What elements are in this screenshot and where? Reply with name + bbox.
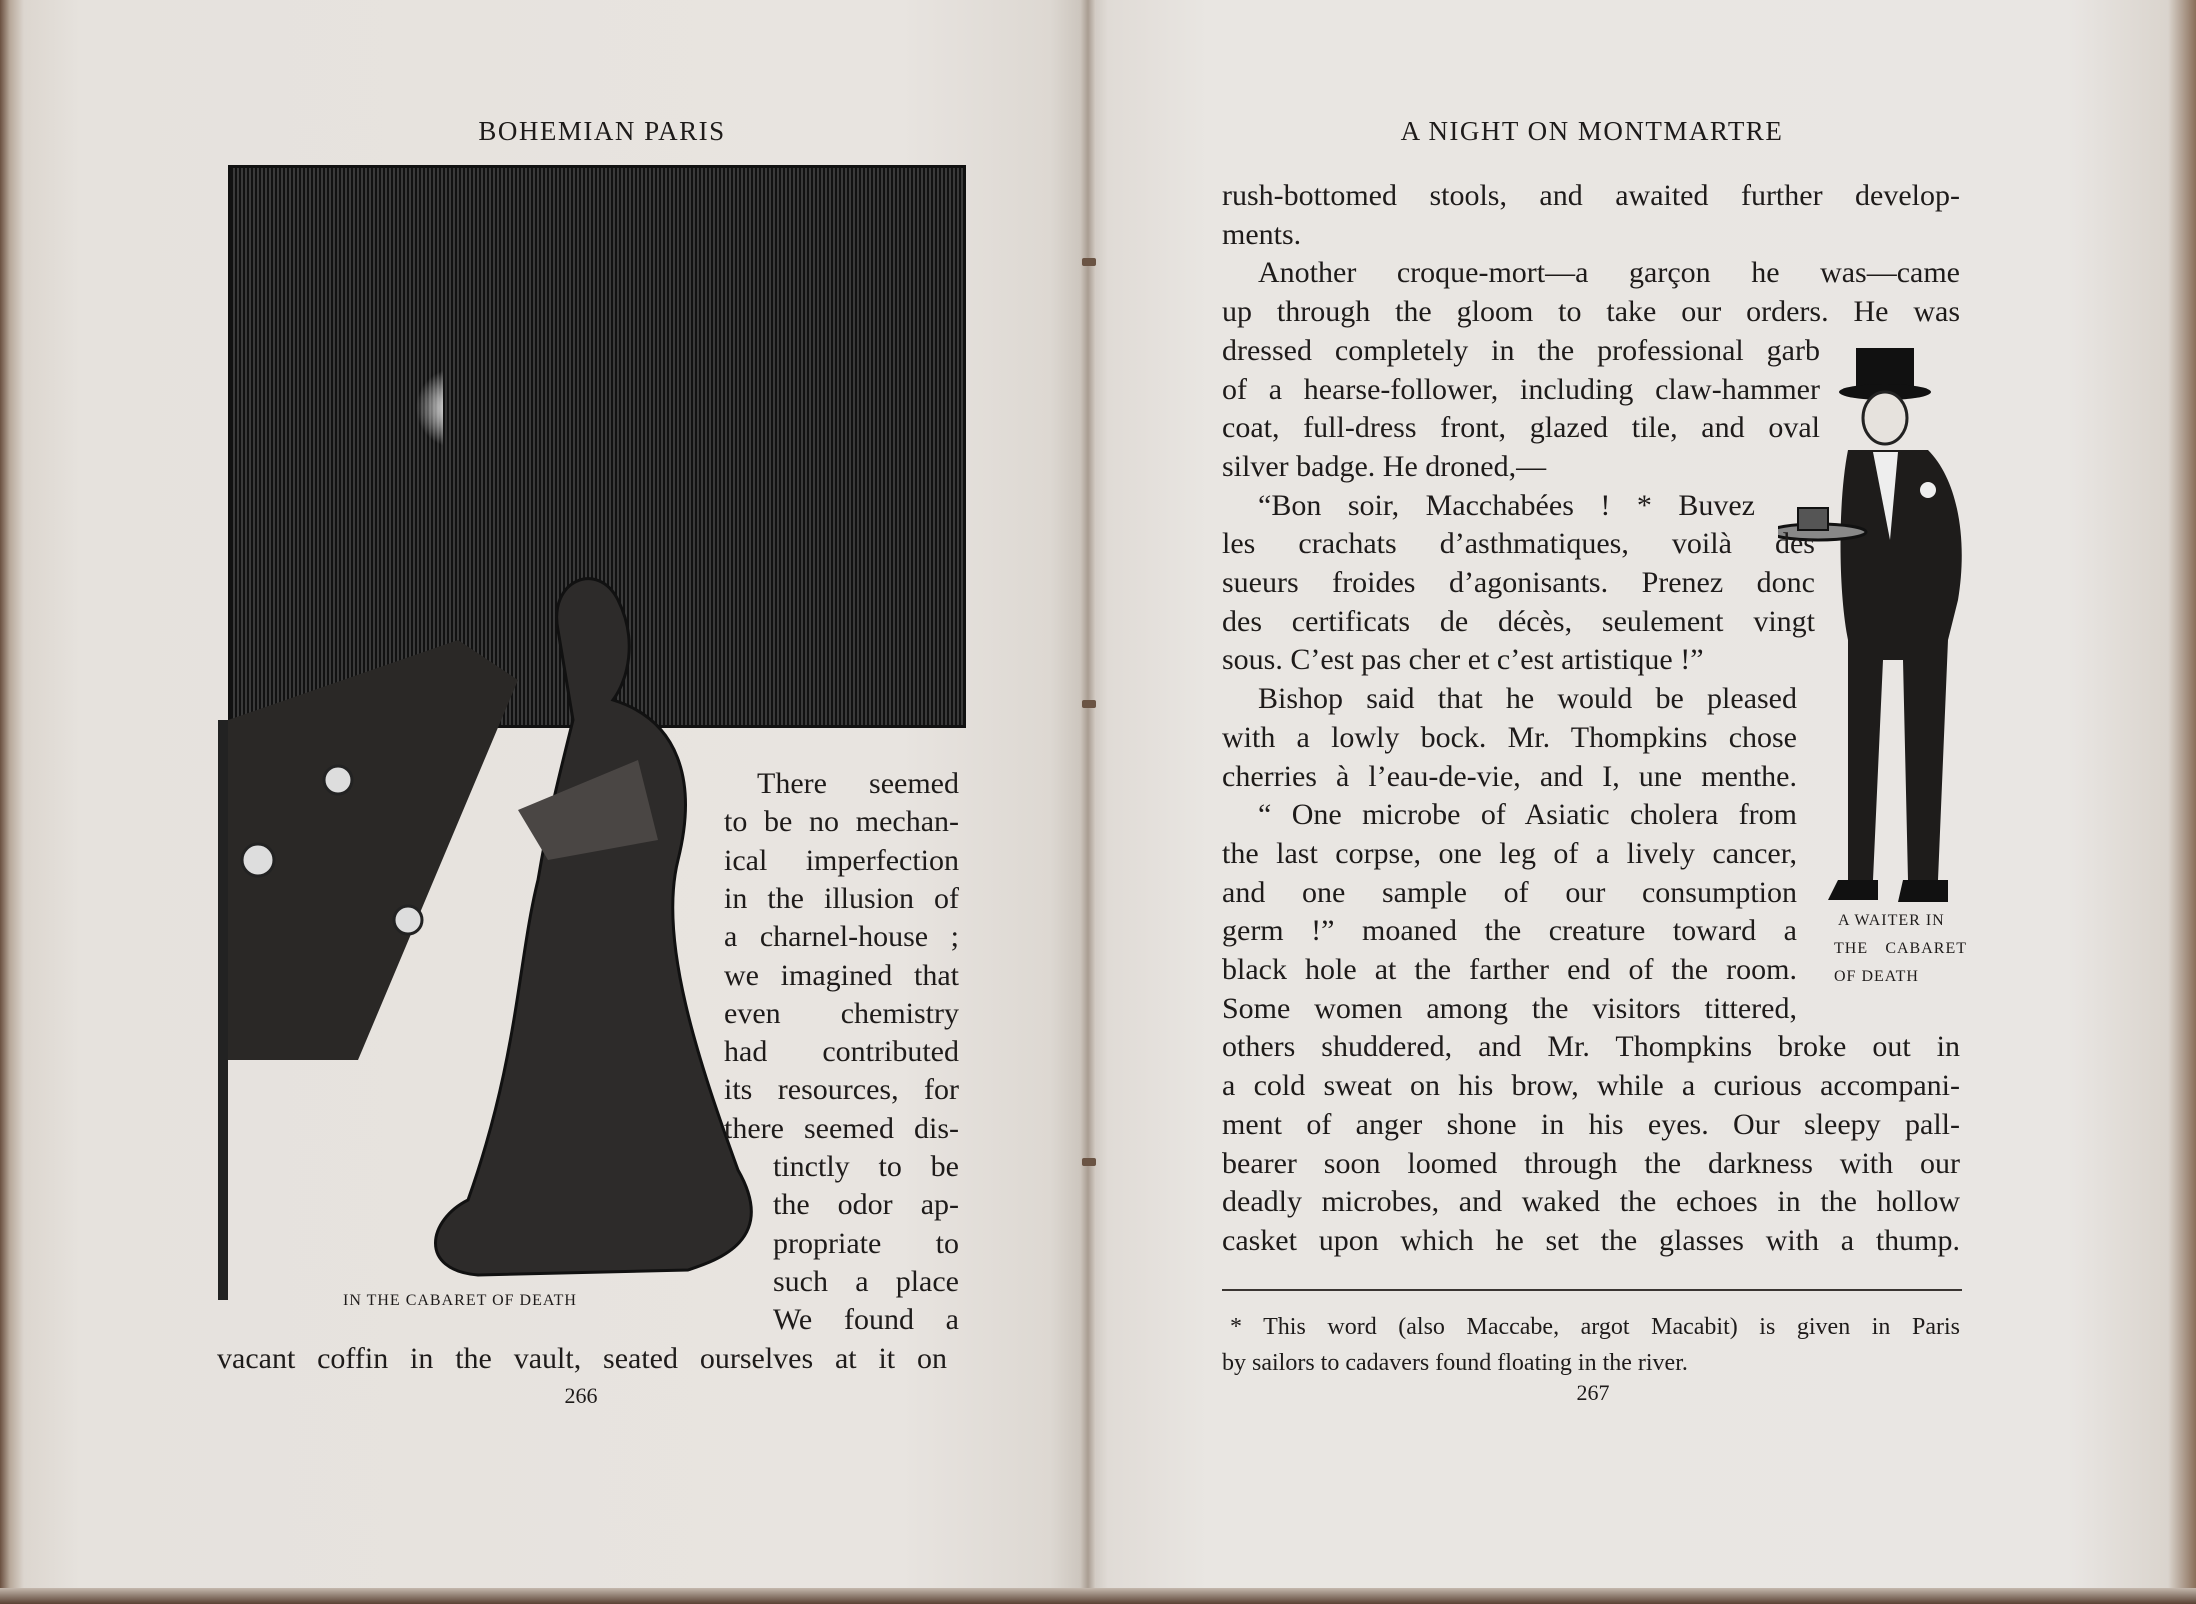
- illustration-caption: IN THE CABARET OF DEATH: [343, 1292, 577, 1309]
- text-line: ments.: [1222, 217, 1302, 251]
- text-line: germ !” moaned the creature toward a: [1222, 914, 1797, 948]
- text-line: ment of anger shone in his eyes. Our sleepy pall-: [1222, 1107, 1960, 1141]
- footnote-line: * This word (also Maccabe, argot Macabit) is given in Paris: [1230, 1314, 1960, 1340]
- text-line: coat, full-dress front, glazed tile, and oval: [1222, 411, 1820, 445]
- text-line: tinctly to be: [773, 1150, 959, 1183]
- text-line: of a hearse-follower, including claw-hammer: [1222, 372, 1820, 406]
- text-line: bearer soon loomed through the darkness with our: [1222, 1146, 1960, 1180]
- text-line: black hole at the farther end of the room.: [1222, 953, 1797, 986]
- text-line: others shuddered, and Mr. Thompkins broke out in: [1222, 1030, 1960, 1064]
- right-page: [1088, 0, 2196, 1604]
- text-line: such a place: [773, 1264, 959, 1298]
- page-number: 267: [1576, 1380, 1610, 1405]
- text-line: and one sample of our consumption: [1222, 875, 1797, 909]
- waiter-caption-line: A WAITER IN: [1838, 912, 1945, 929]
- text-line: Another croque-mort—a garçon he was—came: [1258, 256, 1960, 290]
- text-line: in the illusion of: [724, 881, 959, 915]
- text-line: there seemed dis-: [724, 1111, 959, 1145]
- text-line: deadly microbes, and waked the echoes in the hollow: [1222, 1185, 1960, 1219]
- binding-stitch: [1082, 700, 1096, 708]
- page-number: 266: [564, 1383, 598, 1408]
- waiter-caption-line: OF DEATH: [1834, 968, 1919, 985]
- text-line: we imagined that: [724, 958, 959, 992]
- text-line: We found a: [773, 1303, 959, 1337]
- footnote-line: by sailors to cadavers found floating in the river.: [1222, 1350, 1688, 1376]
- text-line: Bishop said that he would be pleased: [1258, 682, 1797, 716]
- text-line: its resources, for: [724, 1073, 959, 1107]
- left-page: [0, 0, 1088, 1604]
- text-line: “ One microbe of Asiatic cholera from: [1258, 798, 1797, 832]
- text-line: rush-bottomed stools, and awaited further develop-: [1222, 179, 1960, 212]
- text-line: propriate to: [773, 1226, 959, 1260]
- text-line: vacant coffin in the vault, seated ourselves at it on: [217, 1341, 947, 1375]
- text-line: dressed completely in the professional garb: [1222, 333, 1820, 367]
- footnote-rule: [1222, 1289, 1962, 1291]
- book-gutter: [1080, 0, 1096, 1604]
- text-line: the last corpse, one leg of a lively cancer,: [1222, 836, 1797, 870]
- text-line: sous. C’est pas cher et c’est artistique !”: [1222, 643, 1704, 677]
- text-line: des certificats de décès, seulement vingt: [1222, 604, 1815, 638]
- text-line: even chemistry: [724, 996, 959, 1030]
- text-line: casket upon which he set the glasses with a thump.: [1222, 1223, 1960, 1257]
- text-line: with a lowly bock. Mr. Thompkins chose: [1222, 720, 1797, 754]
- text-line: up through the gloom to take our orders. He was: [1222, 295, 1960, 329]
- text-line: had contributed: [724, 1035, 959, 1069]
- binding-stitch: [1082, 1158, 1096, 1166]
- text-line: ical imperfection: [724, 843, 959, 877]
- running-head: A NIGHT ON MONTMARTRE: [1400, 116, 1784, 146]
- text-line: Some women among the visitors tittered,: [1222, 991, 1797, 1025]
- text-line: the odor ap-: [773, 1188, 959, 1222]
- page-edge: [0, 1588, 2196, 1604]
- text-line: to be no mechan-: [724, 805, 959, 839]
- text-line: silver badge. He droned,—: [1222, 449, 1547, 483]
- text-line: a cold sweat on his brow, while a curious accompani-: [1222, 1069, 1960, 1103]
- text-line: les crachats d’asthmatiques, voilà des: [1222, 527, 1815, 561]
- binding-stitch: [1082, 258, 1096, 266]
- text-line: There seemed: [757, 767, 959, 800]
- waiter-caption-line: THE CABARET: [1834, 940, 1967, 957]
- text-line: “Bon soir, Macchabées ! * Buvez: [1258, 488, 1755, 522]
- running-head: BOHEMIAN PARIS: [478, 116, 726, 146]
- text-line: sueurs froides d’agonisants. Prenez donc: [1222, 566, 1815, 599]
- text-line: a charnel-house ;: [724, 920, 959, 954]
- text-line: cherries à l’eau-de-vie, and I, une menthe.: [1222, 759, 1797, 793]
